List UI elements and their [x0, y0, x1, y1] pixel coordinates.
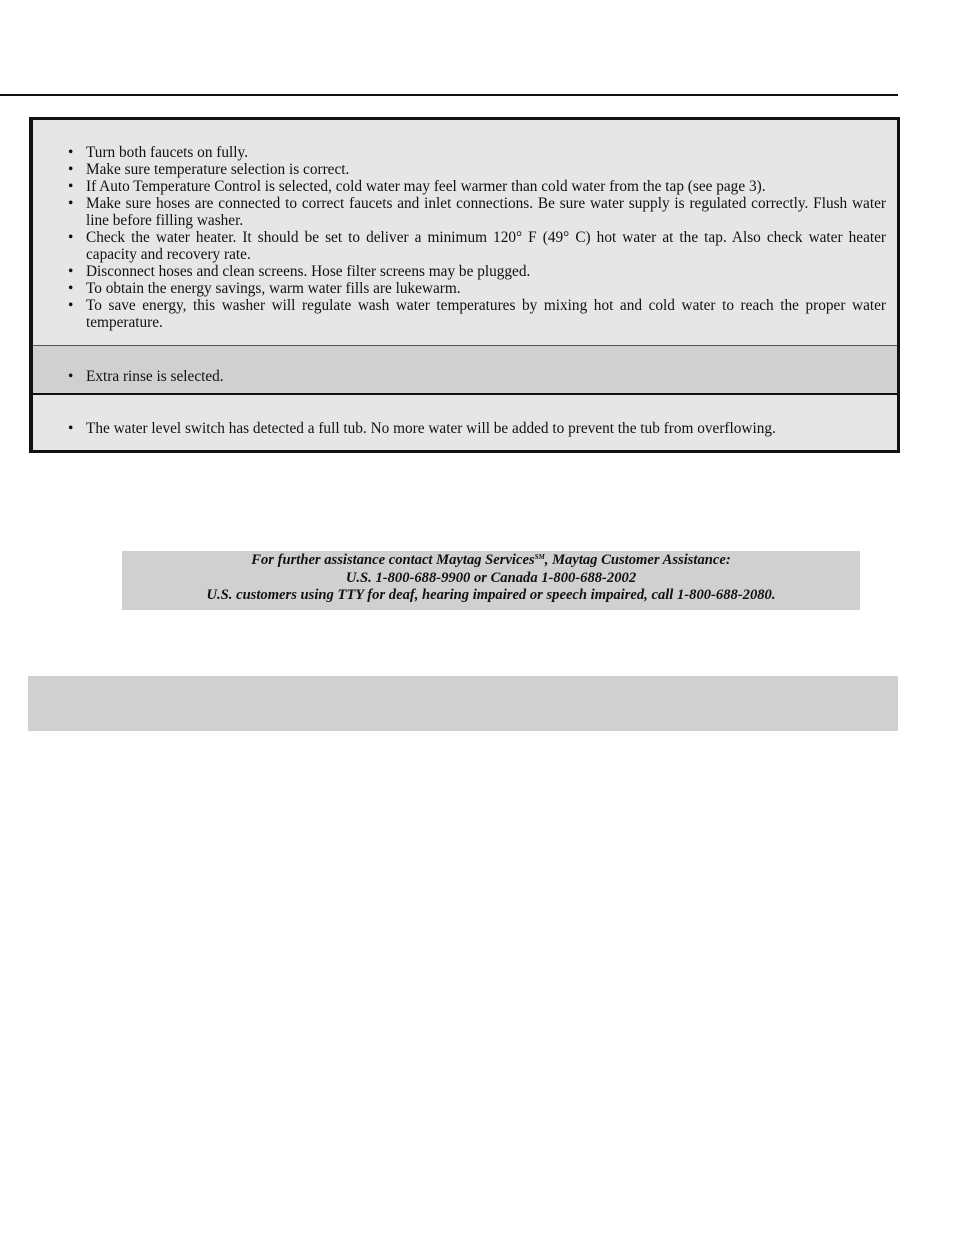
solution-list-3	[33, 420, 897, 437]
assistance-line-3: U.S. customers using TTY for deaf, hearing impaired or speech impaired, call 1-800-688-2080.	[206, 587, 776, 603]
list-item: • Disconnect hoses and clean screens. Hose filter screens may be plugged.	[66, 263, 886, 280]
list-item: • The water level switch has detected a full tub. No more water will be added to prevent the tub from overflowing.	[66, 420, 886, 437]
service-mark: SM	[534, 553, 545, 561]
list-item: • Extra rinse is selected.	[66, 368, 886, 385]
list-item: • Make sure temperature selection is correct.	[66, 161, 886, 178]
list-item: • Turn both faucets on fully.	[66, 144, 886, 161]
assistance-box	[122, 551, 860, 610]
gray-band	[28, 676, 898, 731]
solution-list-1	[33, 144, 897, 331]
assistance-line-1: For further assistance contact Maytag Services℠, Maytag Customer Assistance:	[251, 552, 731, 568]
list-item: • Check the water heater. It should be set to deliver a minimum 120° F (49° C) hot water at the tap. Also check water heater capacity and recovery rate.	[66, 229, 886, 263]
list-item: • To obtain the energy savings, warm water fills are lukewarm.	[66, 280, 886, 297]
solutions-section-1	[33, 120, 897, 346]
solutions-section-3	[33, 395, 897, 450]
list-item: • If Auto Temperature Control is selected, cold water may feel warmer than cold water from the tap (see page 3).	[66, 178, 886, 195]
list-item: • Make sure hoses are connected to correct faucets and inlet connections. Be sure water supply is regulated correctly. Flush water line before filling washer.	[66, 195, 886, 229]
troubleshooting-table	[29, 117, 900, 453]
solutions-section-2	[33, 346, 897, 395]
list-item: • To save energy, this washer will regulate wash water temperatures by mixing hot and cold water to reach the proper water temperature.	[66, 297, 886, 331]
solution-list-2	[33, 368, 897, 385]
assistance-line-2: U.S. 1-800-688-9900 or Canada 1-800-688-2002	[345, 569, 637, 586]
top-rule	[0, 94, 898, 96]
